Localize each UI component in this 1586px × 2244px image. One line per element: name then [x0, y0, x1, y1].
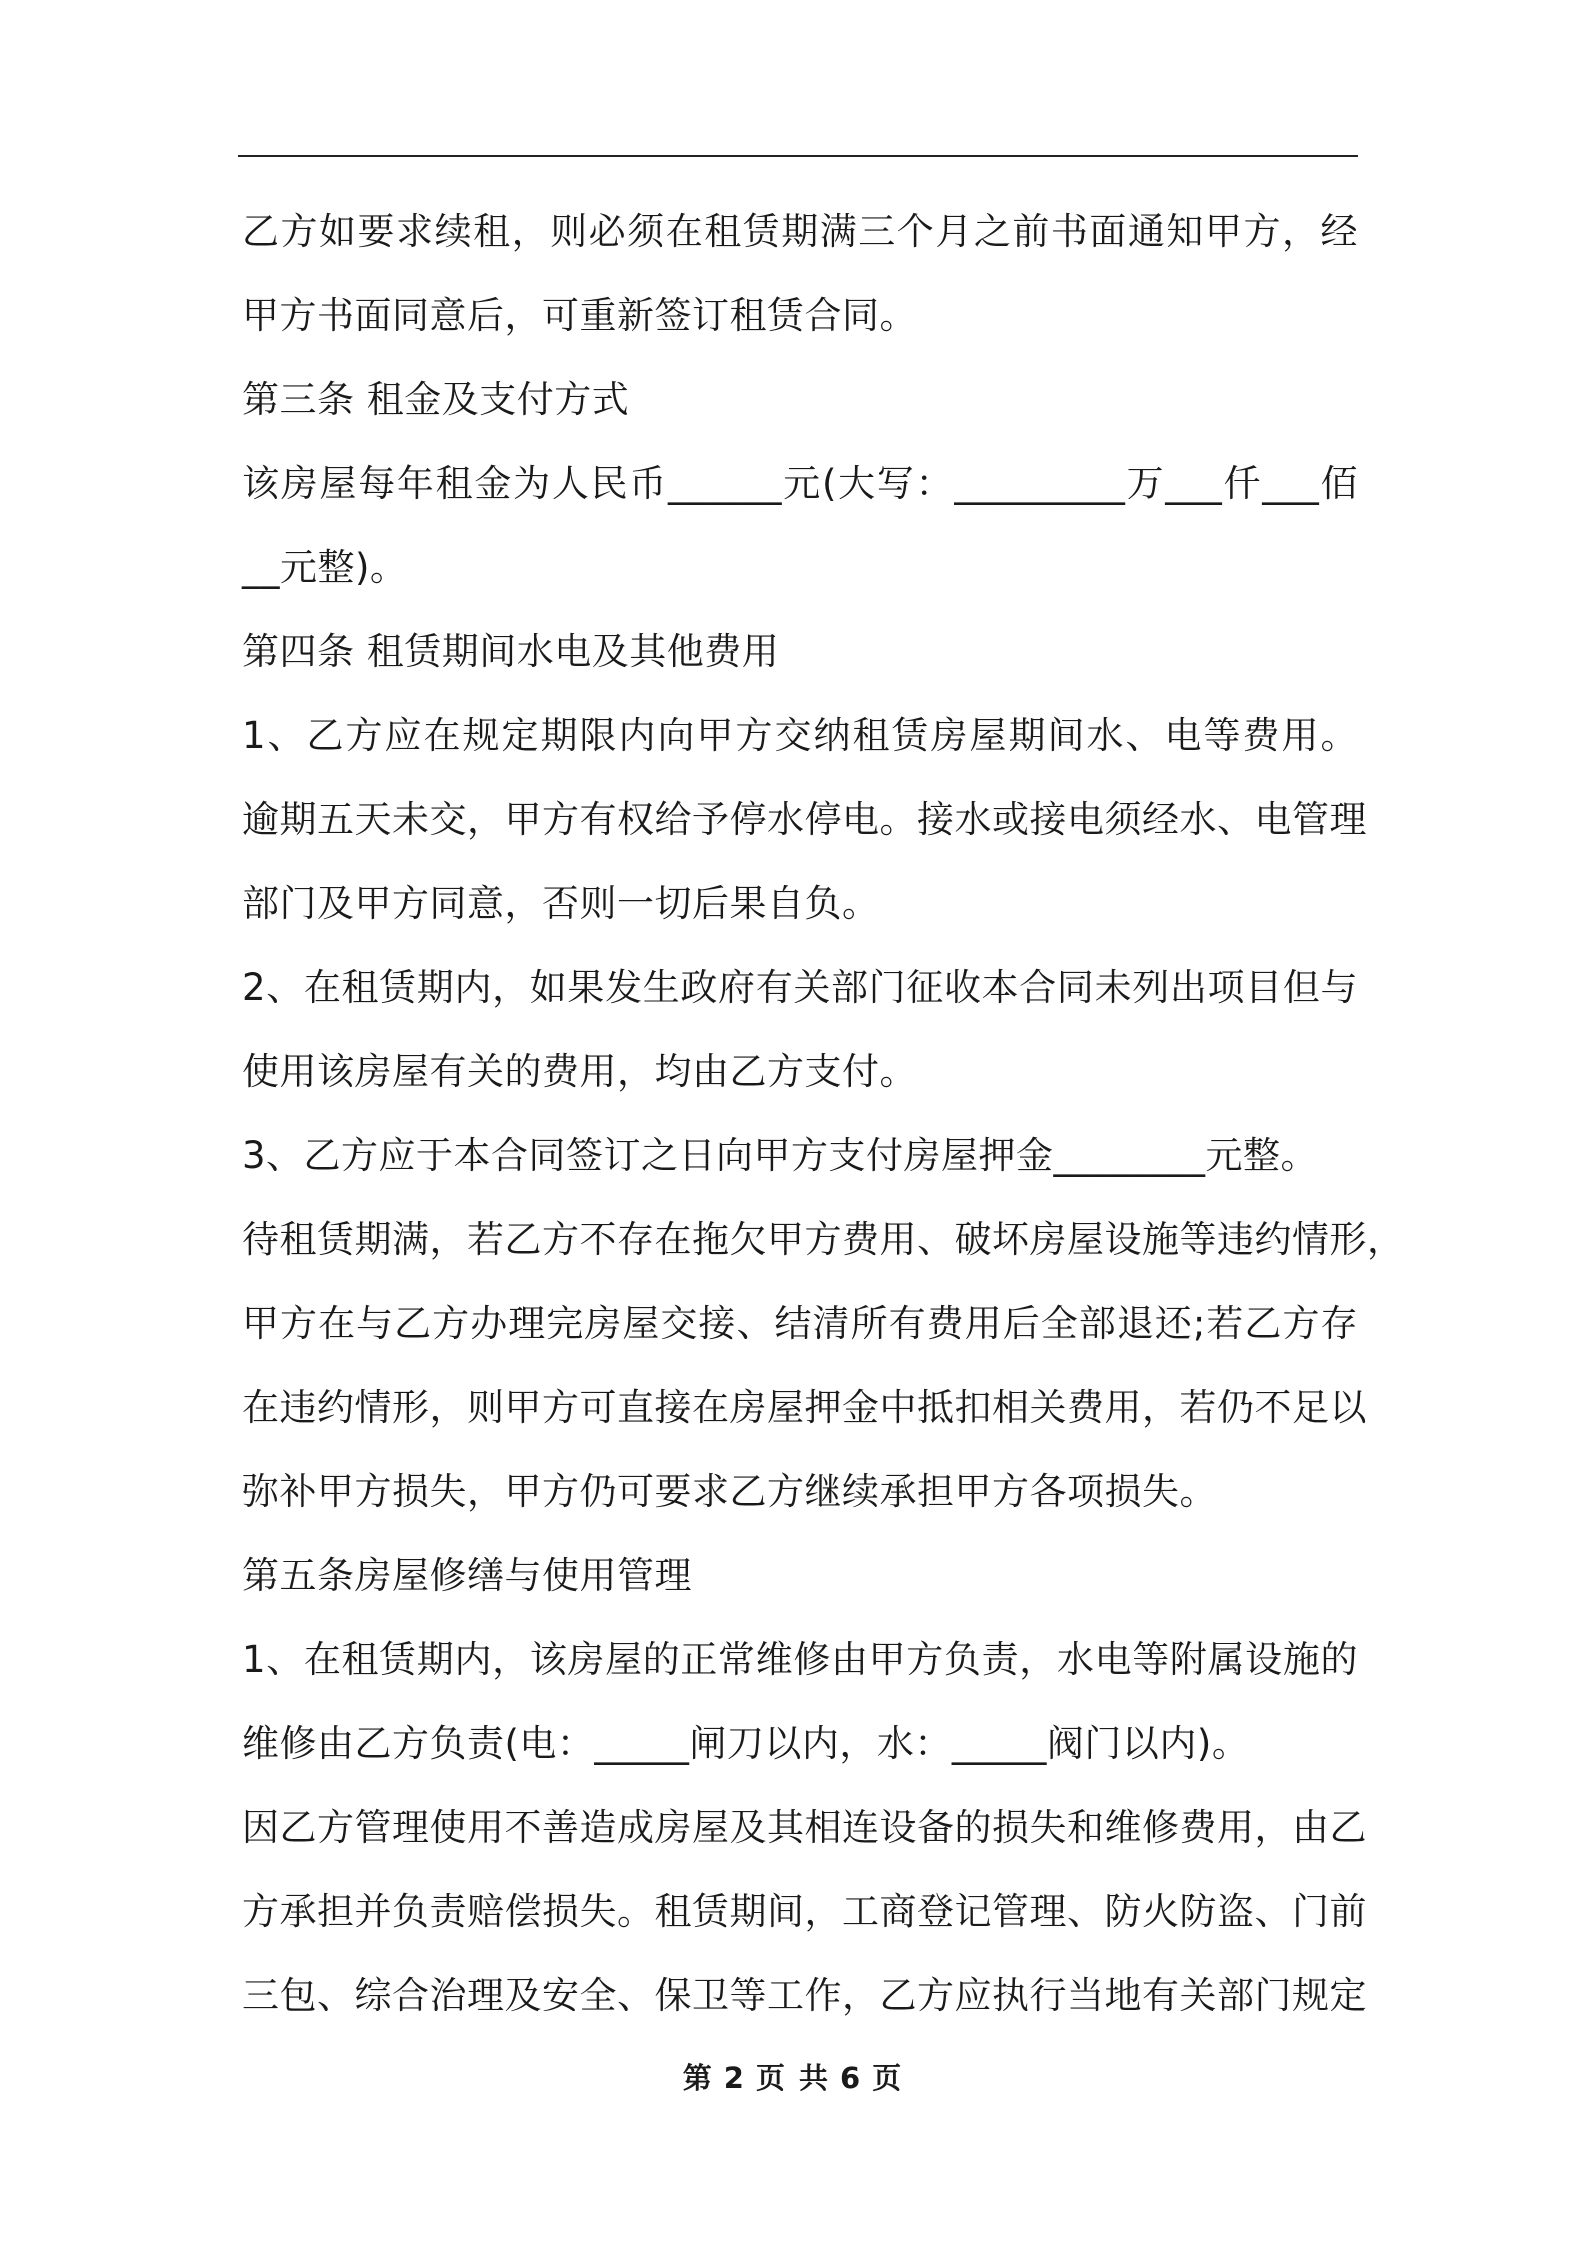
- footer-prefix: 第: [682, 2061, 714, 2095]
- total-page-number: 6: [840, 2061, 863, 2095]
- text-line: 因乙方管理使用不善造成房屋及其相连设备的损失和维修费用，由乙: [242, 1806, 1367, 1849]
- footer-suffix: 页: [872, 2061, 904, 2095]
- section-heading: 第五条房屋修缮与使用管理: [242, 1554, 692, 1597]
- text-line: 三包、综合治理及安全、保卫等工作，乙方应执行当地有关部门规定: [242, 1974, 1367, 2017]
- contract-body: [242, 190, 1405, 2038]
- text-line: 2、在租赁期内，如果发生政府有关部门征收本合同未列出项目但与: [242, 966, 1358, 1009]
- text-line: 使用该房屋有关的费用，均由乙方支付。: [242, 1050, 917, 1093]
- footer-middle: 页 共: [755, 2061, 831, 2095]
- text-line: 乙方如要求续租，则必须在租赁期满三个月之前书面通知甲方，经: [242, 210, 1358, 253]
- text-line: 1、在租赁期内，该房屋的正常维修由甲方负责，水电等附属设施的: [242, 1638, 1358, 1681]
- header-rule: [238, 155, 1358, 157]
- text-line: 方承担并负责赔偿损失。租赁期间，工商登记管理、防火防盗、门前: [242, 1890, 1367, 1933]
- text-line: 逾期五天未交，甲方有权给予停水停电。接水或接电须经水、电管理: [242, 798, 1367, 841]
- text-line: 部门及甲方同意，否则一切后果自负。: [242, 882, 880, 925]
- text-line: 甲方在与乙方办理完房屋交接、结清所有费用后全部退还;若乙方存: [242, 1302, 1358, 1345]
- text-line: 弥补甲方损失，甲方仍可要求乙方继续承担甲方各项损失。: [242, 1470, 1217, 1513]
- text-line: 甲方书面同意后，可重新签订租赁合同。: [242, 294, 917, 337]
- text-line: 在违约情形，则甲方可直接在房屋押金中抵扣相关费用，若仍不足以: [242, 1386, 1367, 1429]
- text-line: 待租赁期满，若乙方不存在拖欠甲方费用、破坏房屋设施等违约情形，: [242, 1218, 1405, 1261]
- section-heading: 第四条 租赁期间水电及其他费用: [242, 630, 780, 673]
- text-line: __元整)。: [242, 546, 408, 589]
- text-line: 维修由乙方负责(电：_____闸刀以内，水：_____阀门以内)。: [242, 1722, 1250, 1765]
- page-footer: [0, 2056, 1586, 2097]
- section-heading: 第三条 租金及支付方式: [242, 378, 630, 421]
- text-line: 该房屋每年租金为人民币______元(大写：_________万___仟___佰: [242, 462, 1358, 505]
- current-page-number: 2: [723, 2061, 746, 2095]
- text-line: 1、乙方应在规定期限内向甲方交纳租赁房屋期间水、电等费用。: [242, 714, 1358, 757]
- text-line: 3、乙方应于本合同签订之日向甲方支付房屋押金________元整。: [242, 1134, 1319, 1177]
